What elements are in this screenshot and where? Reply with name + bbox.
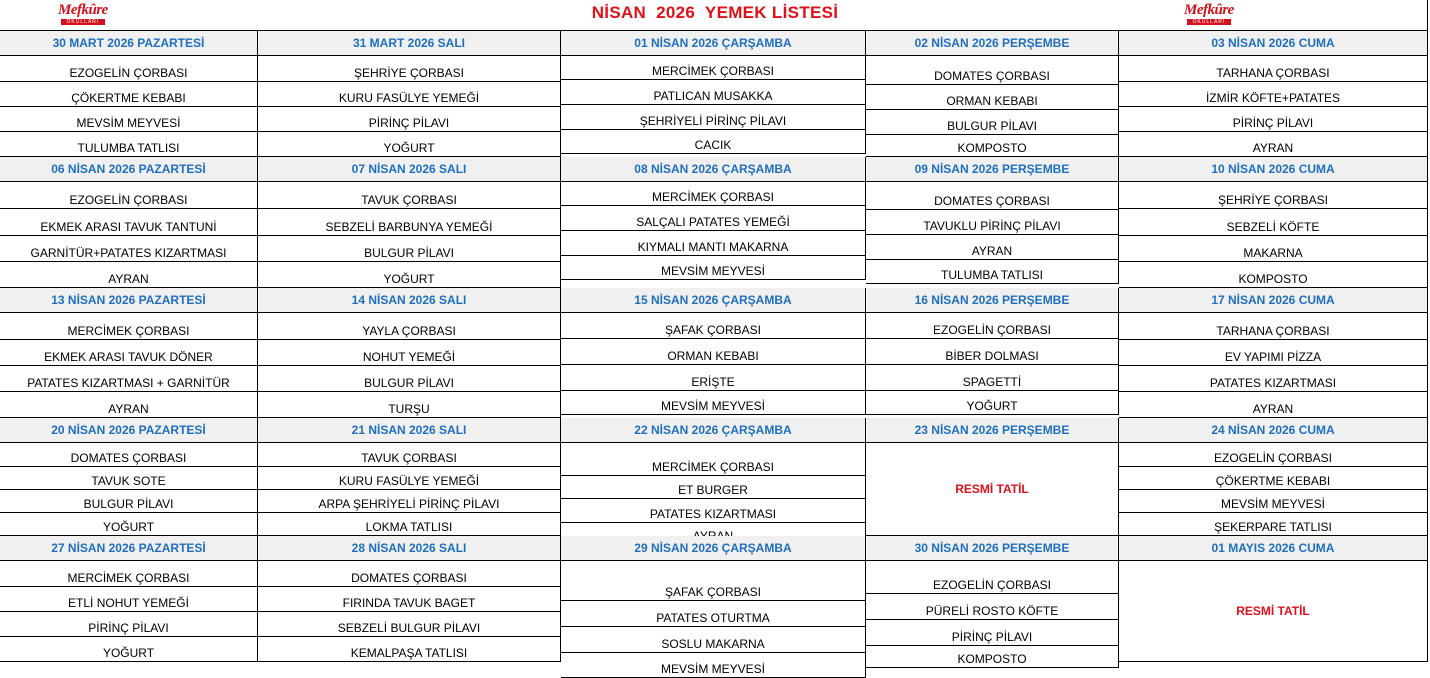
day-header: 08 NİSAN 2026 ÇARŞAMBA — [561, 157, 866, 182]
menu-item: BULGUR PİLAVI — [258, 236, 561, 262]
day-header: 15 NİSAN 2026 ÇARŞAMBA — [561, 288, 866, 313]
menu-item: İZMİR KÖFTE+PATATES — [1119, 82, 1428, 107]
menu-item: PİRİNÇ PİLAVI — [1119, 107, 1428, 132]
menu-item: KOMPOSTO — [866, 646, 1119, 668]
menu-item: EKMEK ARASI TAVUK TANTUNİ — [0, 209, 258, 236]
menu-item: YOĞURT — [258, 132, 561, 157]
menu-item: PİRİNÇ PİLAVI — [866, 620, 1119, 646]
menu-item: EZOGELİN ÇORBASI — [1119, 443, 1428, 467]
menu-item: TAVUK ÇORBASI — [258, 443, 561, 467]
day-header: 22 NİSAN 2026 ÇARŞAMBA — [561, 418, 866, 443]
menu-table — [0, 30, 1428, 676]
table-border — [1427, 0, 1428, 30]
menu-item: MERCİMEK ÇORBASI — [561, 443, 866, 476]
menu-item: MERCİMEK ÇORBASI — [0, 313, 258, 340]
menu-item: DOMATES ÇORBASI — [0, 443, 258, 467]
menu-item: SOSLU MAKARNA — [561, 627, 866, 653]
menu-item: MEVSİM MEYVESİ — [561, 391, 866, 415]
menu-item: DOMATES ÇORBASI — [258, 561, 561, 587]
day-header: 30 NİSAN 2026 PERŞEMBE — [866, 536, 1119, 561]
day-header: 23 NİSAN 2026 PERŞEMBE — [866, 418, 1119, 443]
week-block — [0, 536, 1428, 676]
menu-item: PATATES KIZARTMASI — [1119, 366, 1428, 392]
menu-item: CACIK — [561, 130, 866, 154]
menu-item: SEBZELİ BULGUR PİLAVI — [258, 612, 561, 637]
menu-item: TULUMBA TATLISI — [866, 260, 1119, 284]
day-header: 27 NİSAN 2026 PAZARTESİ — [0, 536, 258, 561]
day-header: 10 NİSAN 2026 CUMA — [1119, 157, 1428, 182]
menu-item: TAVUK ÇORBASI — [258, 182, 561, 209]
day-header: 21 NİSAN 2026 SALI — [258, 418, 561, 443]
menu-item: PATATES OTURTMA — [561, 601, 866, 627]
school-logo — [1184, 3, 1234, 25]
menu-item: MEVSİM MEYVESİ — [561, 256, 866, 280]
menu-item: KEMALPAŞA TATLISI — [258, 637, 561, 662]
menu-item: GARNİTÜR+PATATES KIZARTMASI — [0, 236, 258, 262]
menu-item: ŞEHRİYELİ PİRİNÇ PİLAVI — [561, 105, 866, 130]
menu-item: ARPA ŞEHRİYELİ PİRİNÇ PİLAVI — [258, 490, 561, 513]
menu-item: AYRAN — [0, 392, 258, 418]
menu-item: SEBZELİ BARBUNYA YEMEĞİ — [258, 209, 561, 236]
menu-item: AYRAN — [0, 262, 258, 288]
week-block — [0, 418, 1428, 536]
menu-item: EZOGELİN ÇORBASI — [0, 56, 258, 82]
menu-item: SEBZELİ KÖFTE — [1119, 209, 1428, 236]
menu-item: DOMATES ÇORBASI — [866, 182, 1119, 210]
holiday-label: RESMİ TATİL — [1119, 561, 1428, 662]
menu-item: EZOGELİN ÇORBASI — [866, 313, 1119, 339]
menu-item: MEVSİM MEYVESİ — [561, 653, 866, 678]
menu-item: ÇÖKERTME KEBABI — [0, 82, 258, 107]
menu-item: EKMEK ARASI TAVUK DÖNER — [0, 340, 258, 366]
menu-item: ETLİ NOHUT YEMEĞİ — [0, 587, 258, 612]
menu-item: PATATES KIZARTMASI — [561, 499, 866, 523]
holiday-label: RESMİ TATİL — [866, 443, 1119, 536]
menu-item: ORMAN KEBABI — [561, 339, 866, 365]
logo-subtext: OKULLARI — [61, 19, 106, 25]
menu-item: PİRİNÇ PİLAVI — [0, 612, 258, 637]
page-header — [0, 0, 1430, 30]
menu-item: SALÇALI PATATES YEMEĞİ — [561, 206, 866, 231]
menu-item: EZOGELİN ÇORBASI — [0, 182, 258, 209]
day-header: 02 NİSAN 2026 PERŞEMBE — [866, 31, 1119, 56]
menu-item: MEVSİM MEYVESİ — [1119, 490, 1428, 513]
week-block — [0, 288, 1428, 418]
menu-item: FIRINDA TAVUK BAGET — [258, 587, 561, 612]
menu-item: TARHANA ÇORBASI — [1119, 313, 1428, 340]
day-header: 17 NİSAN 2026 CUMA — [1119, 288, 1428, 313]
day-header: 03 NİSAN 2026 CUMA — [1119, 31, 1428, 56]
menu-item: NOHUT YEMEĞİ — [258, 340, 561, 366]
day-header: 16 NİSAN 2026 PERŞEMBE — [866, 288, 1119, 313]
menu-item: TARHANA ÇORBASI — [1119, 56, 1428, 82]
menu-item: YOĞURT — [0, 513, 258, 536]
menu-item: PATLICAN MUSAKKA — [561, 80, 866, 105]
menu-item: KOMPOSTO — [1119, 262, 1428, 288]
logo-wordmark: Mefkûre — [1184, 2, 1234, 18]
day-header: 07 NİSAN 2026 SALI — [258, 157, 561, 182]
menu-item: ÇÖKERTME KEBABI — [1119, 467, 1428, 490]
menu-item: ŞAFAK ÇORBASI — [561, 561, 866, 601]
day-header: 13 NİSAN 2026 PAZARTESİ — [0, 288, 258, 313]
menu-item: DOMATES ÇORBASI — [866, 56, 1119, 85]
week-block — [0, 157, 1428, 288]
day-header: 01 NİSAN 2026 ÇARŞAMBA — [561, 31, 866, 56]
day-header: 09 NİSAN 2026 PERŞEMBE — [866, 157, 1119, 182]
menu-item: AYRAN — [1119, 132, 1428, 157]
menu-item: EV YAPIMI PİZZA — [1119, 340, 1428, 366]
day-header: 06 NİSAN 2026 PAZARTESİ — [0, 157, 258, 182]
menu-item: MERCİMEK ÇORBASI — [561, 56, 866, 80]
menu-item: AYRAN — [1119, 392, 1428, 418]
menu-item: MERCİMEK ÇORBASI — [0, 561, 258, 587]
menu-item: ŞAFAK ÇORBASI — [561, 313, 866, 339]
day-header: 14 NİSAN 2026 SALI — [258, 288, 561, 313]
menu-item: ET BURGER — [561, 476, 866, 499]
day-header: 24 NİSAN 2026 CUMA — [1119, 418, 1428, 443]
day-header: 31 MART 2026 SALI — [258, 31, 561, 56]
menu-item: KOMPOSTO — [866, 135, 1119, 157]
menu-item: AYRAN — [866, 235, 1119, 260]
logo-subtext: OKULLARI — [1187, 19, 1232, 25]
menu-item: MAKARNA — [1119, 236, 1428, 262]
day-header: 30 MART 2026 PAZARTESİ — [0, 31, 258, 56]
menu-item: ŞEHRİYE ÇORBASI — [1119, 182, 1428, 209]
menu-item: TAVUK SOTE — [0, 467, 258, 490]
menu-item: PATATES KIZARTMASI + GARNİTÜR — [0, 366, 258, 392]
menu-item: BULGUR PİLAVI — [0, 490, 258, 513]
menu-item: LOKMA TATLISI — [258, 513, 561, 536]
menu-item: KURU FASÜLYE YEMEĞİ — [258, 82, 561, 107]
menu-item: ORMAN KEBABI — [866, 85, 1119, 110]
menu-item: MEVSİM MEYVESİ — [0, 107, 258, 132]
menu-item: SPAGETTİ — [866, 365, 1119, 391]
menu-item: YOĞURT — [0, 637, 258, 662]
menu-item: TULUMBA TATLISI — [0, 132, 258, 157]
logo-wordmark: Mefkûre — [58, 2, 108, 18]
week-block — [0, 31, 1428, 157]
menu-item: EZOGELİN ÇORBASI — [866, 561, 1119, 594]
menu-item: KIYMALI MANTI MAKARNA — [561, 231, 866, 256]
menu-item: ŞEHRİYE ÇORBASI — [258, 56, 561, 82]
day-header: 01 MAYIS 2026 CUMA — [1119, 536, 1428, 561]
menu-item: KURU FASÜLYE YEMEĞİ — [258, 467, 561, 490]
day-header: 20 NİSAN 2026 PAZARTESİ — [0, 418, 258, 443]
menu-item: BULGUR PİLAVI — [258, 366, 561, 392]
menu-item: BİBER DOLMASI — [866, 339, 1119, 365]
menu-item: YAYLA ÇORBASI — [258, 313, 561, 340]
menu-item: ERİŞTE — [561, 365, 866, 391]
menu-item: YOĞURT — [866, 391, 1119, 415]
menu-item: PÜRELİ ROSTO KÖFTE — [866, 594, 1119, 620]
menu-item: PİRİNÇ PİLAVI — [258, 107, 561, 132]
day-header: 29 NİSAN 2026 ÇARŞAMBA — [561, 536, 866, 561]
page-title: NİSAN 2026 YEMEK LİSTESİ — [591, 3, 839, 22]
menu-item: ŞEKERPARE TATLISI — [1119, 513, 1428, 536]
menu-item: MERCİMEK ÇORBASI — [561, 182, 866, 206]
menu-item: TAVUKLU PİRİNÇ PİLAVI — [866, 210, 1119, 235]
day-header: 28 NİSAN 2026 SALI — [258, 536, 561, 561]
menu-item: TURŞU — [258, 392, 561, 418]
menu-item: BULGUR PİLAVI — [866, 110, 1119, 135]
menu-item: YOĞURT — [258, 262, 561, 288]
